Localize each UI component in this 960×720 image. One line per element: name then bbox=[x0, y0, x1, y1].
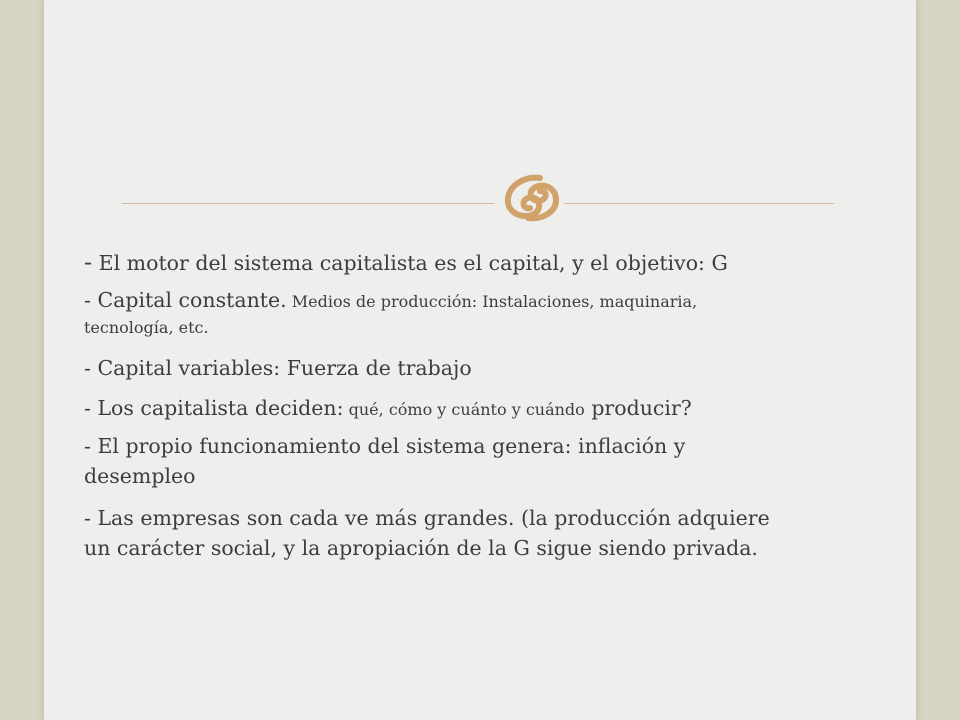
bullet-item bbox=[84, 248, 728, 276]
bullet-text: - Los capitalista deciden: bbox=[84, 396, 344, 420]
bullet-item: - Las empresas son cada ve más grandes. (la producción adquiere bbox=[84, 506, 770, 530]
bullet-text-small: qué, cómo y cuánto y cuándo bbox=[343, 400, 585, 419]
bullet-item bbox=[84, 396, 692, 420]
bullet-item: - Capital variables: Fuerza de trabajo bbox=[84, 356, 472, 380]
bullet-text-small: Medios de producción: Instalaciones, maquinaria, bbox=[286, 292, 698, 311]
bullet-text: producir? bbox=[584, 396, 692, 420]
divider-left bbox=[122, 203, 494, 204]
bullet-text: - Capital constante. bbox=[84, 288, 287, 312]
bullet-item bbox=[84, 288, 697, 312]
bullet-dash: - bbox=[84, 248, 93, 276]
bullet-item: - El propio funcionamiento del sistema genera: inflación y bbox=[84, 434, 686, 458]
bullet-continuation: un carácter social, y la apropiación de la G sigue siendo privada. bbox=[84, 536, 758, 560]
bullet-text: El motor del sistema capitalista es el capital, y el objetivo: G bbox=[92, 251, 728, 275]
bullet-continuation: tecnología, etc. bbox=[84, 318, 209, 337]
scroll-ornament-icon bbox=[500, 170, 562, 226]
divider-right bbox=[564, 203, 834, 204]
slide bbox=[44, 0, 916, 720]
bullet-continuation: desempleo bbox=[84, 464, 196, 488]
